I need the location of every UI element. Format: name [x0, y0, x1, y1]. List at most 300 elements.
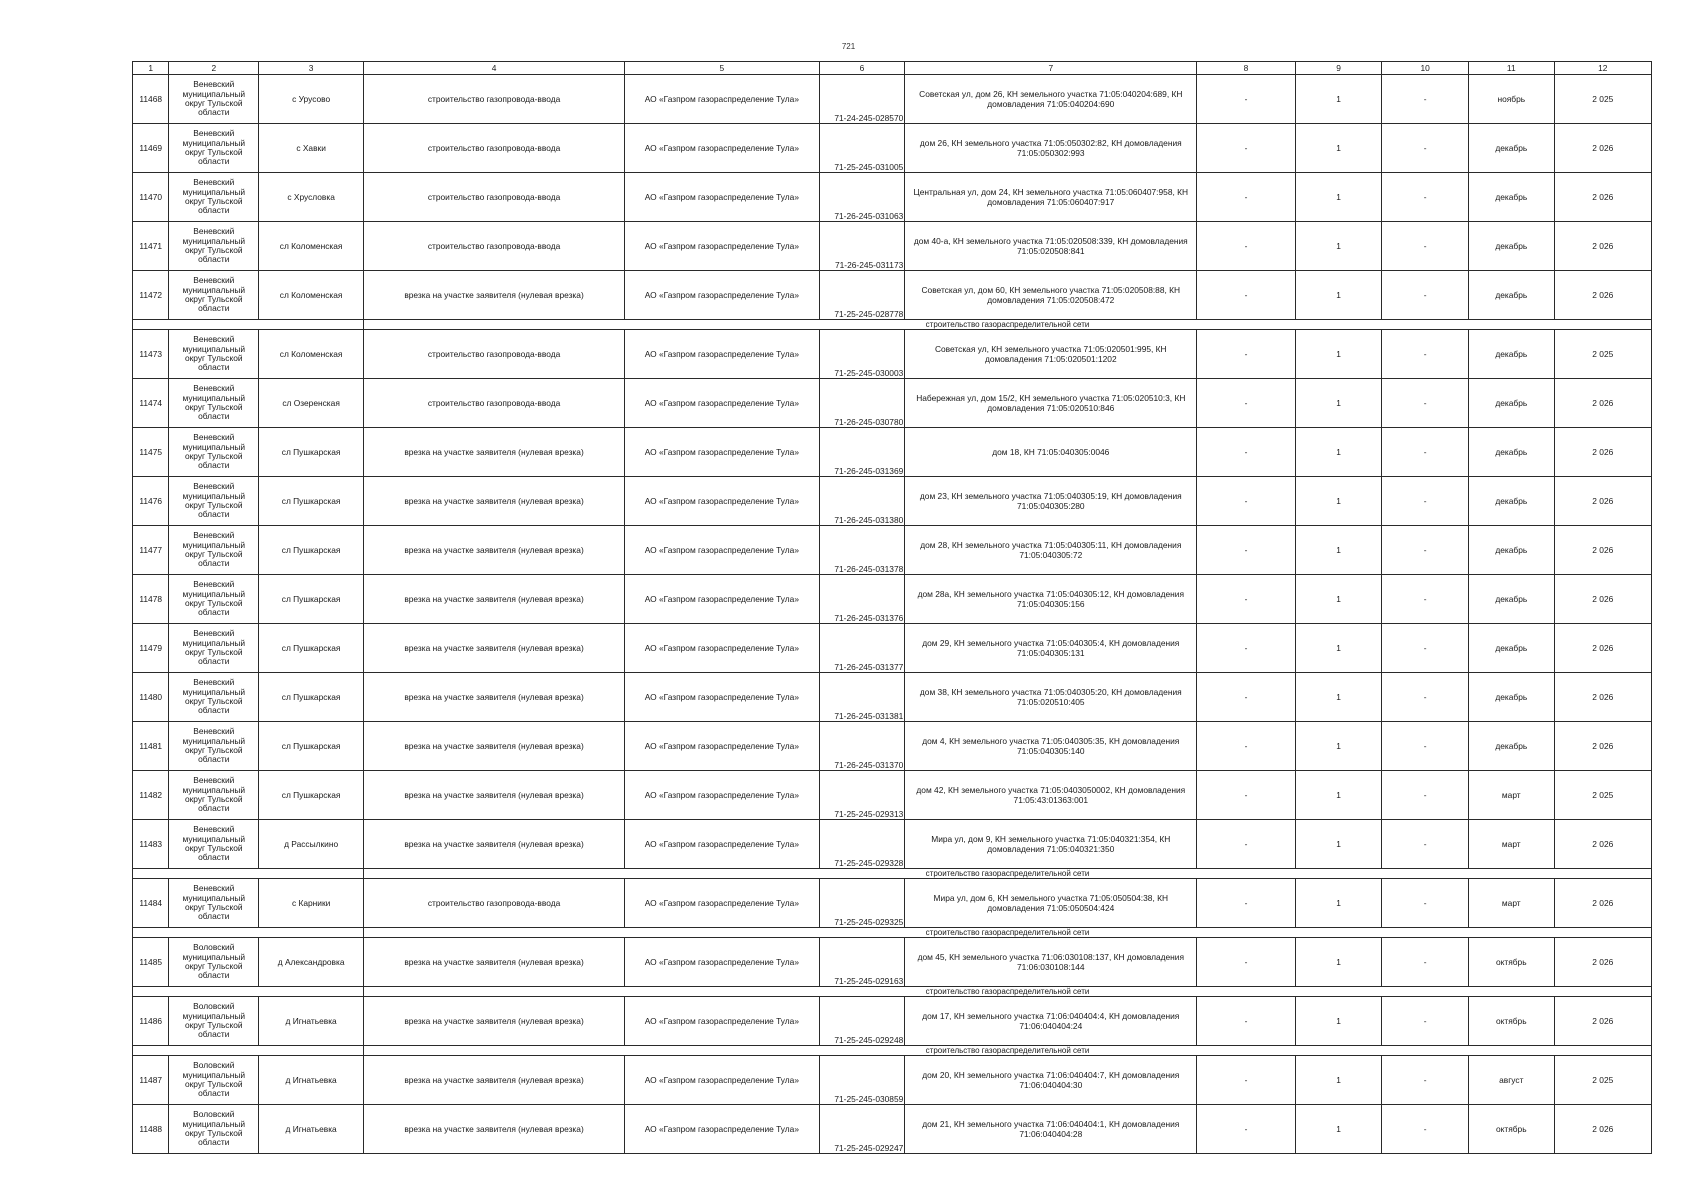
column-8-cell: - [1197, 428, 1295, 477]
year-cell: 2 026 [1554, 1105, 1651, 1154]
quantity-cell: 1 [1295, 624, 1382, 673]
table-row [133, 938, 1652, 987]
address-cell: дом 4, КН земельного участка 71:05:040305:35, КН домовладения 71:05:040305:140 [905, 722, 1197, 771]
column-header: 1 [133, 62, 169, 75]
region-cell: Веневский муниципальный округ Тульской области [169, 722, 259, 771]
organization-cell: АО «Газпром газораспределение Тула» [625, 330, 820, 379]
address-cell: дом 40-а, КН земельного участка 71:05:020508:339, КН домовладения 71:05:020508:841 [905, 222, 1197, 271]
section-heading: строительство газораспределительной сети [364, 869, 1652, 879]
table-row [133, 1056, 1652, 1105]
settlement-cell: с Хрусловка [259, 173, 364, 222]
permit-code-cell: 71-26-245-031380 [819, 477, 905, 526]
organization-cell: АО «Газпром газораспределение Тула» [625, 477, 820, 526]
column-10-cell: - [1382, 673, 1469, 722]
region-cell: Веневский муниципальный округ Тульской области [169, 575, 259, 624]
quantity-cell: 1 [1295, 428, 1382, 477]
organization-cell: АО «Газпром газораспределение Тула» [625, 222, 820, 271]
organization-cell: АО «Газпром газораспределение Тула» [625, 771, 820, 820]
table-row [133, 771, 1652, 820]
table-row [133, 575, 1652, 624]
region-cell: Веневский муниципальный округ Тульской области [169, 222, 259, 271]
month-cell: декабрь [1469, 222, 1555, 271]
settlement-cell: сл Коломенская [259, 271, 364, 320]
region-cell: Веневский муниципальный округ Тульской области [169, 124, 259, 173]
column-10-cell: - [1382, 477, 1469, 526]
permit-code-cell: 71-25-245-030859 [819, 1056, 905, 1105]
quantity-cell: 1 [1295, 879, 1382, 928]
work-type-cell: врезка на участке заявителя (нулевая врезка) [364, 997, 625, 1046]
permit-code-cell: 71-26-245-031370 [819, 722, 905, 771]
column-8-cell: - [1197, 673, 1295, 722]
region-cell: Воловский муниципальный округ Тульской области [169, 997, 259, 1046]
region-cell: Веневский муниципальный округ Тульской области [169, 75, 259, 124]
region-cell: Веневский муниципальный округ Тульской области [169, 379, 259, 428]
organization-cell: АО «Газпром газораспределение Тула» [625, 526, 820, 575]
section-spacer [133, 928, 364, 938]
column-8-cell: - [1197, 1105, 1295, 1154]
year-cell: 2 026 [1554, 879, 1651, 928]
section-spacer [133, 869, 364, 879]
work-type-cell: врезка на участке заявителя (нулевая врезка) [364, 938, 625, 987]
region-cell: Веневский муниципальный округ Тульской области [169, 624, 259, 673]
column-10-cell: - [1382, 428, 1469, 477]
address-cell: Советская ул, дом 60, КН земельного участка 71:05:020508:88, КН домовладения 71:05:020508:472 [905, 271, 1197, 320]
organization-cell: АО «Газпром газораспределение Тула» [625, 1105, 820, 1154]
year-cell: 2 026 [1554, 379, 1651, 428]
table-row [133, 997, 1652, 1046]
table-row [133, 75, 1652, 124]
column-8-cell: - [1197, 379, 1295, 428]
table-row [133, 173, 1652, 222]
settlement-cell: сл Пушкарская [259, 428, 364, 477]
month-cell: март [1469, 771, 1555, 820]
column-header: 2 [169, 62, 259, 75]
row-number-cell: 11482 [133, 771, 169, 820]
address-cell: дом 45, КН земельного участка 71:06:030108:137, КН домовладения 71:06:030108:144 [905, 938, 1197, 987]
address-cell: Советская ул, КН земельного участка 71:05:020501:995, КН домовладения 71:05:020501:1202 [905, 330, 1197, 379]
row-number-cell: 11485 [133, 938, 169, 987]
address-cell: Советская ул, дом 26, КН земельного участка 71:05:040204:689, КН домовладения 71:05:040204:690 [905, 75, 1197, 124]
row-number-cell: 11469 [133, 124, 169, 173]
permit-code-cell: 71-26-245-031173 [819, 222, 905, 271]
permit-code-cell: 71-26-245-031381 [819, 673, 905, 722]
row-number-cell: 11475 [133, 428, 169, 477]
row-number-cell: 11470 [133, 173, 169, 222]
column-header: 9 [1295, 62, 1382, 75]
quantity-cell: 1 [1295, 673, 1382, 722]
region-cell: Веневский муниципальный округ Тульской области [169, 820, 259, 869]
year-cell: 2 026 [1554, 575, 1651, 624]
quantity-cell: 1 [1295, 330, 1382, 379]
work-type-cell: врезка на участке заявителя (нулевая врезка) [364, 624, 625, 673]
work-type-cell: врезка на участке заявителя (нулевая врезка) [364, 722, 625, 771]
column-10-cell: - [1382, 575, 1469, 624]
column-10-cell: - [1382, 624, 1469, 673]
table-body [133, 62, 1652, 1154]
quantity-cell: 1 [1295, 771, 1382, 820]
table-row [133, 124, 1652, 173]
month-cell: декабрь [1469, 575, 1555, 624]
address-cell: дом 42, КН земельного участка 71:05:0403050002, КН домовладения 71:05:43:01363:001 [905, 771, 1197, 820]
year-cell: 2 026 [1554, 222, 1651, 271]
column-8-cell: - [1197, 722, 1295, 771]
row-number-cell: 11479 [133, 624, 169, 673]
settlement-cell: сл Пушкарская [259, 575, 364, 624]
row-number-cell: 11477 [133, 526, 169, 575]
column-header-row [133, 62, 1652, 75]
permit-code-cell: 71-25-245-029313 [819, 771, 905, 820]
table-row [133, 330, 1652, 379]
settlement-cell: сл Пушкарская [259, 722, 364, 771]
year-cell: 2 026 [1554, 477, 1651, 526]
column-header: 8 [1197, 62, 1295, 75]
month-cell: декабрь [1469, 330, 1555, 379]
year-cell: 2 026 [1554, 820, 1651, 869]
year-cell: 2 026 [1554, 173, 1651, 222]
organization-cell: АО «Газпром газораспределение Тула» [625, 820, 820, 869]
permit-code-cell: 71-24-245-028570 [819, 75, 905, 124]
column-header: 5 [625, 62, 820, 75]
work-type-cell: врезка на участке заявителя (нулевая врезка) [364, 526, 625, 575]
address-cell: дом 20, КН земельного участка 71:06:040404:7, КН домовладения 71:06:040404:30 [905, 1056, 1197, 1105]
month-cell: август [1469, 1056, 1555, 1105]
address-cell: Центральная ул, дом 24, КН земельного участка 71:05:060407:958, КН домовладения 71:05:060407:917 [905, 173, 1197, 222]
region-cell: Воловский муниципальный округ Тульской области [169, 1056, 259, 1105]
year-cell: 2 026 [1554, 938, 1651, 987]
column-header: 4 [364, 62, 625, 75]
month-cell: декабрь [1469, 673, 1555, 722]
work-type-cell: врезка на участке заявителя (нулевая врезка) [364, 428, 625, 477]
column-10-cell: - [1382, 330, 1469, 379]
work-type-cell: врезка на участке заявителя (нулевая врезка) [364, 271, 625, 320]
register-table [132, 61, 1652, 1154]
settlement-cell: д Александровка [259, 938, 364, 987]
column-10-cell: - [1382, 173, 1469, 222]
row-number-cell: 11480 [133, 673, 169, 722]
quantity-cell: 1 [1295, 477, 1382, 526]
month-cell: декабрь [1469, 173, 1555, 222]
column-10-cell: - [1382, 997, 1469, 1046]
organization-cell: АО «Газпром газораспределение Тула» [625, 938, 820, 987]
quantity-cell: 1 [1295, 820, 1382, 869]
column-10-cell: - [1382, 124, 1469, 173]
organization-cell: АО «Газпром газораспределение Тула» [625, 673, 820, 722]
work-type-cell: врезка на участке заявителя (нулевая врезка) [364, 477, 625, 526]
column-8-cell: - [1197, 879, 1295, 928]
permit-code-cell: 71-25-245-029248 [819, 997, 905, 1046]
quantity-cell: 1 [1295, 997, 1382, 1046]
quantity-cell: 1 [1295, 124, 1382, 173]
section-row [133, 928, 1652, 938]
work-type-cell: строительство газопровода-ввода [364, 379, 625, 428]
row-number-cell: 11473 [133, 330, 169, 379]
work-type-cell: врезка на участке заявителя (нулевая врезка) [364, 575, 625, 624]
row-number-cell: 11486 [133, 997, 169, 1046]
organization-cell: АО «Газпром газораспределение Тула» [625, 624, 820, 673]
organization-cell: АО «Газпром газораспределение Тула» [625, 173, 820, 222]
permit-code-cell: 71-25-245-029163 [819, 938, 905, 987]
settlement-cell: сл Озеренская [259, 379, 364, 428]
year-cell: 2 026 [1554, 271, 1651, 320]
organization-cell: АО «Газпром газораспределение Тула» [625, 722, 820, 771]
work-type-cell: строительство газопровода-ввода [364, 173, 625, 222]
column-10-cell: - [1382, 1105, 1469, 1154]
row-number-cell: 11474 [133, 379, 169, 428]
address-cell: Мира ул, дом 9, КН земельного участка 71:05:040321:354, КН домовладения 71:05:040321:350 [905, 820, 1197, 869]
region-cell: Веневский муниципальный округ Тульской области [169, 673, 259, 722]
column-8-cell: - [1197, 526, 1295, 575]
work-type-cell: строительство газопровода-ввода [364, 879, 625, 928]
month-cell: декабрь [1469, 124, 1555, 173]
column-10-cell: - [1382, 222, 1469, 271]
address-cell: дом 38, КН земельного участка 71:05:040305:20, КН домовладения 71:05:020510:405 [905, 673, 1197, 722]
month-cell: декабрь [1469, 526, 1555, 575]
column-10-cell: - [1382, 771, 1469, 820]
quantity-cell: 1 [1295, 271, 1382, 320]
column-8-cell: - [1197, 271, 1295, 320]
month-cell: декабрь [1469, 379, 1555, 428]
table-row [133, 820, 1652, 869]
work-type-cell: строительство газопровода-ввода [364, 222, 625, 271]
section-row [133, 987, 1652, 997]
column-8-cell: - [1197, 997, 1295, 1046]
settlement-cell: д Игнатьевка [259, 1105, 364, 1154]
column-8-cell: - [1197, 938, 1295, 987]
address-cell: дом 29, КН земельного участка 71:05:040305:4, КН домовладения 71:05:040305:131 [905, 624, 1197, 673]
permit-code-cell: 71-26-245-030780 [819, 379, 905, 428]
column-10-cell: - [1382, 1056, 1469, 1105]
region-cell: Веневский муниципальный округ Тульской области [169, 330, 259, 379]
region-cell: Веневский муниципальный округ Тульской области [169, 879, 259, 928]
quantity-cell: 1 [1295, 526, 1382, 575]
address-cell: Мира ул, дом 6, КН земельного участка 71:05:050504:38, КН домовладения 71:05:050504:424 [905, 879, 1197, 928]
region-cell: Воловский муниципальный округ Тульской области [169, 938, 259, 987]
row-number-cell: 11472 [133, 271, 169, 320]
region-cell: Веневский муниципальный округ Тульской области [169, 173, 259, 222]
work-type-cell: строительство газопровода-ввода [364, 330, 625, 379]
column-header: 3 [259, 62, 364, 75]
settlement-cell: сл Пушкарская [259, 477, 364, 526]
permit-code-cell: 71-26-245-031369 [819, 428, 905, 477]
work-type-cell: врезка на участке заявителя (нулевая врезка) [364, 771, 625, 820]
year-cell: 2 026 [1554, 526, 1651, 575]
section-heading: строительство газораспределительной сети [364, 987, 1652, 997]
settlement-cell: с Урусово [259, 75, 364, 124]
address-cell: дом 23, КН земельного участка 71:05:040305:19, КН домовладения 71:05:040305:280 [905, 477, 1197, 526]
permit-code-cell: 71-26-245-031063 [819, 173, 905, 222]
row-number-cell: 11481 [133, 722, 169, 771]
table-row [133, 879, 1652, 928]
address-cell: дом 21, КН земельного участка 71:06:040404:1, КН домовладения 71:06:040404:28 [905, 1105, 1197, 1154]
page-number: 721 [841, 42, 856, 51]
permit-code-cell: 71-25-245-029247 [819, 1105, 905, 1154]
table-row [133, 1105, 1652, 1154]
column-header: 6 [819, 62, 905, 75]
year-cell: 2 026 [1554, 624, 1651, 673]
section-spacer [133, 1046, 364, 1056]
quantity-cell: 1 [1295, 1056, 1382, 1105]
address-cell: дом 18, КН 71:05:040305:0046 [905, 428, 1197, 477]
column-8-cell: - [1197, 1056, 1295, 1105]
month-cell: декабрь [1469, 428, 1555, 477]
column-10-cell: - [1382, 379, 1469, 428]
column-10-cell: - [1382, 722, 1469, 771]
column-10-cell: - [1382, 879, 1469, 928]
column-8-cell: - [1197, 173, 1295, 222]
year-cell: 2 026 [1554, 428, 1651, 477]
settlement-cell: сл Пушкарская [259, 673, 364, 722]
column-8-cell: - [1197, 771, 1295, 820]
column-header: 7 [905, 62, 1197, 75]
section-heading: строительство газораспределительной сети [364, 320, 1652, 330]
region-cell: Веневский муниципальный округ Тульской области [169, 771, 259, 820]
column-header: 10 [1382, 62, 1469, 75]
table-row [133, 477, 1652, 526]
year-cell: 2 025 [1554, 75, 1651, 124]
address-cell: дом 28а, КН земельного участка 71:05:040305:12, КН домовладения 71:05:040305:156 [905, 575, 1197, 624]
row-number-cell: 11478 [133, 575, 169, 624]
settlement-cell: сл Пушкарская [259, 526, 364, 575]
organization-cell: АО «Газпром газораспределение Тула» [625, 1056, 820, 1105]
settlement-cell: сл Пушкарская [259, 771, 364, 820]
quantity-cell: 1 [1295, 173, 1382, 222]
column-10-cell: - [1382, 820, 1469, 869]
year-cell: 2 026 [1554, 124, 1651, 173]
address-cell: Набережная ул, дом 15/2, КН земельного участка 71:05:020510:3, КН домовладения 71:05:020510:846 [905, 379, 1197, 428]
section-row [133, 320, 1652, 330]
settlement-cell: сл Коломенская [259, 330, 364, 379]
month-cell: март [1469, 879, 1555, 928]
quantity-cell: 1 [1295, 575, 1382, 624]
address-cell: дом 17, КН земельного участка 71:06:040404:4, КН домовладения 71:06:040404:24 [905, 997, 1197, 1046]
column-8-cell: - [1197, 330, 1295, 379]
settlement-cell: с Карники [259, 879, 364, 928]
region-cell: Воловский муниципальный округ Тульской области [169, 1105, 259, 1154]
table-row [133, 428, 1652, 477]
row-number-cell: 11488 [133, 1105, 169, 1154]
quantity-cell: 1 [1295, 938, 1382, 987]
year-cell: 2 025 [1554, 1056, 1651, 1105]
section-heading: строительство газораспределительной сети [364, 928, 1652, 938]
organization-cell: АО «Газпром газораспределение Тула» [625, 379, 820, 428]
work-type-cell: врезка на участке заявителя (нулевая врезка) [364, 673, 625, 722]
month-cell: октябрь [1469, 997, 1555, 1046]
table-row [133, 722, 1652, 771]
table-row [133, 624, 1652, 673]
month-cell: декабрь [1469, 624, 1555, 673]
row-number-cell: 11471 [133, 222, 169, 271]
quantity-cell: 1 [1295, 1105, 1382, 1154]
work-type-cell: строительство газопровода-ввода [364, 75, 625, 124]
permit-code-cell: 71-26-245-031378 [819, 526, 905, 575]
column-10-cell: - [1382, 526, 1469, 575]
row-number-cell: 11484 [133, 879, 169, 928]
table-row [133, 271, 1652, 320]
month-cell: октябрь [1469, 938, 1555, 987]
settlement-cell: д Рассылкино [259, 820, 364, 869]
year-cell: 2 026 [1554, 997, 1651, 1046]
month-cell: декабрь [1469, 477, 1555, 526]
column-8-cell: - [1197, 222, 1295, 271]
permit-code-cell: 71-25-245-029328 [819, 820, 905, 869]
month-cell: октябрь [1469, 1105, 1555, 1154]
permit-code-cell: 71-26-245-031376 [819, 575, 905, 624]
organization-cell: АО «Газпром газораспределение Тула» [625, 124, 820, 173]
settlement-cell: сл Пушкарская [259, 624, 364, 673]
region-cell: Веневский муниципальный округ Тульской области [169, 526, 259, 575]
organization-cell: АО «Газпром газораспределение Тула» [625, 428, 820, 477]
month-cell: ноябрь [1469, 75, 1555, 124]
permit-code-cell: 71-25-245-030003 [819, 330, 905, 379]
row-number-cell: 11487 [133, 1056, 169, 1105]
year-cell: 2 025 [1554, 330, 1651, 379]
permit-code-cell: 71-25-245-031005 [819, 124, 905, 173]
column-10-cell: - [1382, 271, 1469, 320]
month-cell: декабрь [1469, 271, 1555, 320]
quantity-cell: 1 [1295, 75, 1382, 124]
organization-cell: АО «Газпром газораспределение Тула» [625, 997, 820, 1046]
column-8-cell: - [1197, 477, 1295, 526]
settlement-cell: сл Коломенская [259, 222, 364, 271]
section-row [133, 869, 1652, 879]
column-10-cell: - [1382, 938, 1469, 987]
column-header: 12 [1554, 62, 1651, 75]
settlement-cell: с Хавки [259, 124, 364, 173]
column-8-cell: - [1197, 624, 1295, 673]
row-number-cell: 11476 [133, 477, 169, 526]
year-cell: 2 025 [1554, 771, 1651, 820]
year-cell: 2 026 [1554, 722, 1651, 771]
section-heading: строительство газораспределительной сети [364, 1046, 1652, 1056]
month-cell: март [1469, 820, 1555, 869]
work-type-cell: врезка на участке заявителя (нулевая врезка) [364, 820, 625, 869]
quantity-cell: 1 [1295, 722, 1382, 771]
permit-code-cell: 71-26-245-031377 [819, 624, 905, 673]
table-row [133, 222, 1652, 271]
table-row [133, 526, 1652, 575]
permit-code-cell: 71-25-245-029325 [819, 879, 905, 928]
quantity-cell: 1 [1295, 379, 1382, 428]
address-cell: дом 26, КН земельного участка 71:05:050302:82, КН домовладения 71:05:050302:993 [905, 124, 1197, 173]
column-header: 11 [1469, 62, 1555, 75]
address-cell: дом 28, КН земельного участка 71:05:040305:11, КН домовладения 71:05:040305:72 [905, 526, 1197, 575]
work-type-cell: строительство газопровода-ввода [364, 124, 625, 173]
region-cell: Веневский муниципальный округ Тульской области [169, 477, 259, 526]
work-type-cell: врезка на участке заявителя (нулевая врезка) [364, 1105, 625, 1154]
region-cell: Веневский муниципальный округ Тульской области [169, 428, 259, 477]
table-row [133, 379, 1652, 428]
permit-code-cell: 71-25-245-028778 [819, 271, 905, 320]
month-cell: декабрь [1469, 722, 1555, 771]
row-number-cell: 11483 [133, 820, 169, 869]
column-8-cell: - [1197, 820, 1295, 869]
settlement-cell: д Игнатьевка [259, 1056, 364, 1105]
work-type-cell: врезка на участке заявителя (нулевая врезка) [364, 1056, 625, 1105]
organization-cell: АО «Газпром газораспределение Тула» [625, 879, 820, 928]
column-10-cell: - [1382, 75, 1469, 124]
region-cell: Веневский муниципальный округ Тульской области [169, 271, 259, 320]
column-8-cell: - [1197, 575, 1295, 624]
column-8-cell: - [1197, 124, 1295, 173]
year-cell: 2 026 [1554, 673, 1651, 722]
organization-cell: АО «Газпром газораспределение Тула» [625, 575, 820, 624]
settlement-cell: д Игнатьевка [259, 997, 364, 1046]
quantity-cell: 1 [1295, 222, 1382, 271]
table-row [133, 673, 1652, 722]
column-8-cell: - [1197, 75, 1295, 124]
section-spacer [133, 320, 364, 330]
section-row [133, 1046, 1652, 1056]
